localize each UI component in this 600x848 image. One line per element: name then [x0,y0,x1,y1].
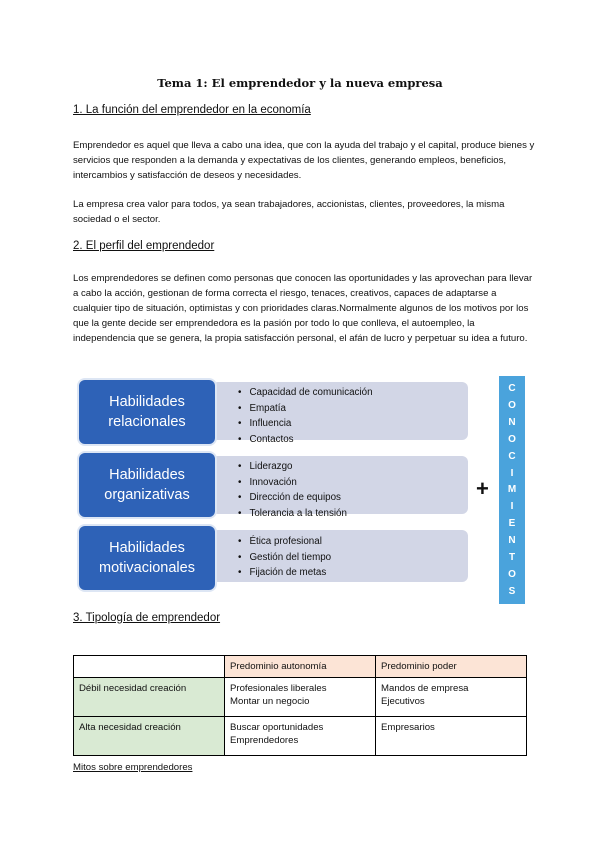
paragraph: La empresa crea valor para todos, ya sean trabajadores, accionistas, clientes, proveedores, la misma sociedad o el sector. [73,199,505,225]
skill-item: • Ética profesional [238,534,468,550]
table-row [74,678,527,717]
skill-item: • Liderazgo [238,459,468,475]
cell-line: Emprendedores [230,735,299,746]
paragraph: Emprendedor es aquel que lleva a cabo una idea, que con la ayuda del trabajo y el capital, produce bienes y servicios que responden a la demanda y expectativas de los clientes, generando empleos, beneficios, intercambios y satisfacción de deseos y necesidades. [73,140,535,181]
conocimientos-bar [499,376,525,604]
cell-line: Profesionales liberales [230,683,327,694]
page-title: Tema 1: El emprendedor y la nueva empresa [157,76,443,90]
skill-box-relacionales [79,380,215,444]
skills-list-relacionales [212,382,468,445]
table-row [74,717,527,756]
table-header-cell: Predominio poder [376,656,527,678]
skill-item: • Dirección de equipos [238,490,468,506]
letter: E [508,518,516,530]
section-heading-2: 2. El perfil del emprendedor [73,240,215,252]
cell-line: Empresarios [381,722,435,733]
section-heading-1: 1. La función del emprendedor en la economía [73,104,311,116]
skill-item: • Capacidad de comunicación [238,385,468,401]
skill-title: Habilidades [109,467,185,483]
letter: O [508,399,516,411]
skill-item: • Fijación de metas [238,565,468,581]
table-cell [225,717,376,756]
table-cell [74,656,225,678]
skill-title: organizativas [104,487,190,503]
paragraph: Los emprendedores se definen como personas que conocen las oportunidades y las aprovechan para llevar a cabo la acción, gestionan de forma correcta el riesgo, tenaces, creativos, capaces de adaptarse a cualquier tipo de situación, optimistas y con prioridades claras.Normalmente algunos de los motivos por los que la gente decide ser emprendedora es la pasión por todo lo que conlleva, el autoempleo, la independencia que se genera, la propia satisfacción personal, el afán de lucro y perpetuar su idea a futuro. [73,273,533,344]
table-cell [225,678,376,717]
skill-item: • Innovación [238,475,468,491]
mitos-link[interactable]: Mitos sobre emprendedores [73,762,193,773]
skill-box-motivacionales [79,526,215,590]
skill-title: Habilidades [109,394,185,410]
section-heading-3: 3. Tipología de emprendedor [73,612,221,624]
skill-title: Habilidades [109,540,185,556]
skill-item: • Influencia [238,416,468,432]
letter: N [508,535,516,547]
row-label: Débil necesidad creación [74,678,225,717]
letter: N [508,416,516,428]
typology-table [73,655,527,756]
table-cell [376,678,527,717]
skills-list-motivacionales [212,530,468,582]
skill-item: • Contactos [238,432,468,448]
cell-line: Ejecutivos [381,696,425,707]
table-header-row [74,656,527,678]
skill-item: • Empatía [238,401,468,417]
table-cell [376,717,527,756]
letter: O [508,569,516,581]
skill-title: motivacionales [99,560,195,576]
skill-item: • Gestión del tiempo [238,550,468,566]
letter: T [508,552,516,564]
letter: O [508,433,516,445]
row-label: Alta necesidad creación [74,717,225,756]
letter: S [508,586,516,598]
letter: C [508,382,516,394]
skill-title: relacionales [108,414,186,430]
letter: C [508,450,516,462]
letter: M [507,484,517,496]
letter: I [510,501,514,513]
cell-line: Mandos de empresa [381,683,469,694]
table-header-cell: Predominio autonomía [225,656,376,678]
skill-item: • Tolerancia a la tensión [238,506,468,522]
cell-line: Buscar oportunidades [230,722,324,733]
skill-box-organizativas [79,453,215,517]
cell-line: Montar un negocio [230,696,310,707]
skills-list-organizativas [212,456,468,519]
plus-sign: + [476,476,489,501]
letter: I [510,467,514,479]
